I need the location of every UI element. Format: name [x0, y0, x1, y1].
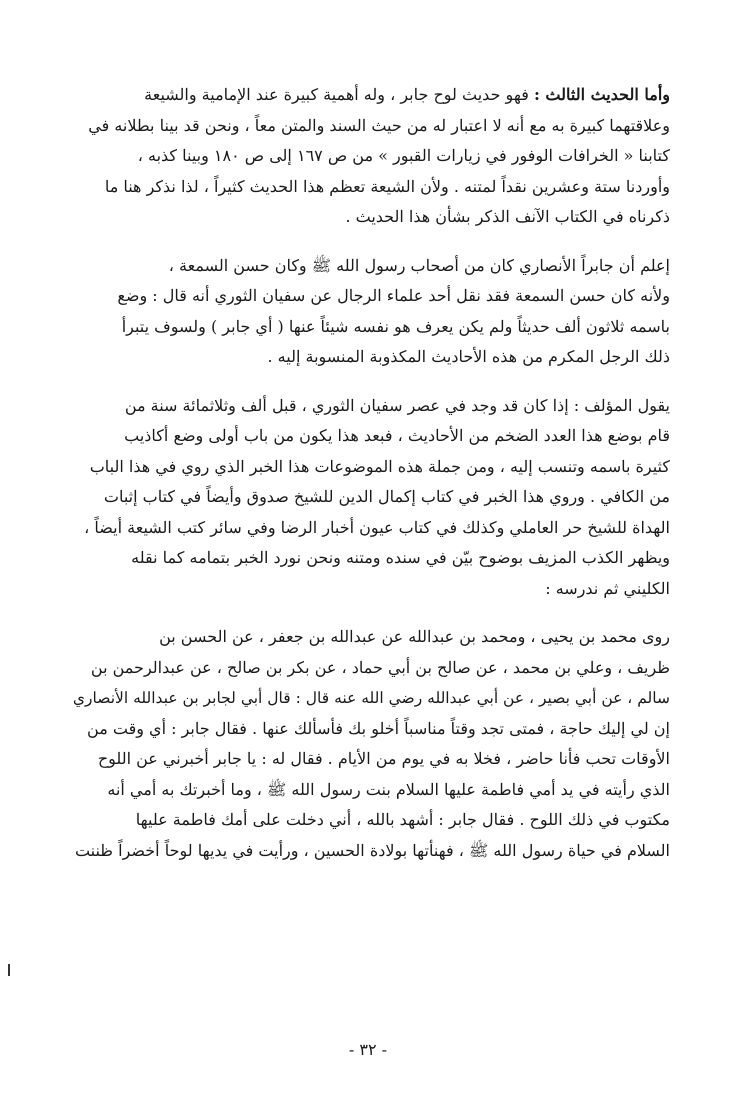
text-line: الذي رأيته في يد أمي فاطمة عليها السلام بنت رسول الله ﷺ ، وما أخبرتك به أمي أنه: [107, 779, 670, 799]
text-line: الهداة للشيخ حر العاملي وكذلك في كتاب عيون أخبار الرضا وفي سائر كتب الشيعة أيضاً ،: [84, 517, 670, 537]
text-line: إن لي إليك حاجة ، فمتى تجد وقتاً مناسباً أخلو بك فأسألك عنها . فقال جابر : أي وقت من: [87, 718, 670, 738]
text-line: روى محمد بن يحيى ، ومحمد بن عبدالله عن عبدالله بن جعفر ، عن الحسن بن: [159, 627, 670, 646]
text-line: ذلك الرجل المكرم من هذه الأحاديث المكذوبة المنسوبة إليه .: [267, 347, 670, 366]
paragraph-2: [72, 251, 670, 373]
text-line: ولأنه كان حسن السمعة فقد نقل أحد علماء الرجال عن سفيان الثوري أنه قال : وضع: [117, 286, 670, 305]
text-line: السلام في حياة رسول الله ﷺ ، فهنأتها بولادة الحسين ، ورأيت في يديها لوحاً أخضراً ظننت: [74, 840, 670, 860]
text-line: من الكافي . وروي هذا الخبر في كتاب إكمال الدين للشيخ صدوق وأيضاً في كتاب إثبات: [103, 487, 670, 506]
scan-edge-mark: [8, 964, 10, 976]
text-line: يقول المؤلف : إذا كان قد وجد في عصر سفيان الثوري ، قبل ألف وثلاثمائة سنة من: [124, 395, 670, 415]
paragraph-gap: [72, 233, 670, 251]
document-page: [72, 80, 670, 1040]
paragraph-3: [72, 391, 670, 605]
text-line: وأوردنا ستة وعشرين نقداً لمتنه . ولأن الشيعة تعظم هذا الحديث كثيراً ، لذا نذكر هنا ما: [104, 176, 670, 196]
text-line: وعلاقتهما كبيرة به مع أنه لا اعتبار له من حيث السند والمتن معاً ، ونحن قد بينا بطلانه في: [88, 115, 670, 135]
text-line: قام بوضع هذا العدد الضخم من الأحاديث ، فبعد هذا يكون من باب أولى وضع أكاذيب: [124, 426, 670, 445]
text-line: الكليني ثم ندرسه :: [545, 578, 670, 598]
text-line: باسمه ثلاثون ألف حديثاً ولم يكن يعرف هو نفسه شيئاً عنها ( أي جابر ) ولسوف يتبرأ: [121, 316, 670, 336]
text-line: سالم ، عن أبي بصير ، عن أبي عبدالله رضي الله عنه قال : قال أبي لجابر بن عبدالله الأنصاري: [72, 689, 670, 707]
paragraph-4: [72, 622, 670, 866]
section-lead: وأما الحديث الثالث :: [533, 85, 670, 104]
text-line: مكتوب في ذلك اللوح . فقال جابر : أشهد بالله ، أني دخلت على أمك فاطمة عليها: [135, 810, 670, 829]
text-line: الأوقات تحب فأنا حاضر ، فخلا به في يوم من الأيام . فقال له : يا جابر أخبرني عن اللوح: [97, 749, 670, 768]
paragraph-gap: [72, 373, 670, 391]
text-line: إعلم أن جابراً الأنصاري كان من أصحاب رسول الله ﷺ وكان حسن السمعة ،: [168, 255, 670, 275]
text-line: كتابنا « الخرافات الوفور في زيارات القبور » من ص ١٦٧ إلى ص ١٨٠ وبينا كذبه ،: [137, 146, 670, 165]
text-line: وأما الحديث الثالث : فهو حديث لوح جابر ، وله أهمية كبيرة عند الإمامية والشيعة: [144, 85, 670, 104]
text-line: ويظهر الكذب المزيف بوضوح بيّن في سنده ومتنه ونحن نورد الخبر بتمامه كما نقله: [131, 548, 670, 567]
paragraph-gap: [72, 604, 670, 622]
text-line: كثيرة باسمه وتنسب إليه ، ومن جملة هذه الموضوعات هذا الخبر الذي روي في هذا الباب: [89, 456, 670, 476]
text-line: ظريف ، وعلي بن محمد ، عن صالح بن أبي حماد ، عن بكر بن صالح ، عن عبدالرحمن بن: [90, 657, 670, 677]
text-line: ذكرناه في الكتاب الآنف الذكر بشأن هذا الحديث .: [345, 207, 670, 226]
paragraph-1: [72, 80, 670, 233]
page-number: - ٣٢ -: [348, 1040, 388, 1059]
